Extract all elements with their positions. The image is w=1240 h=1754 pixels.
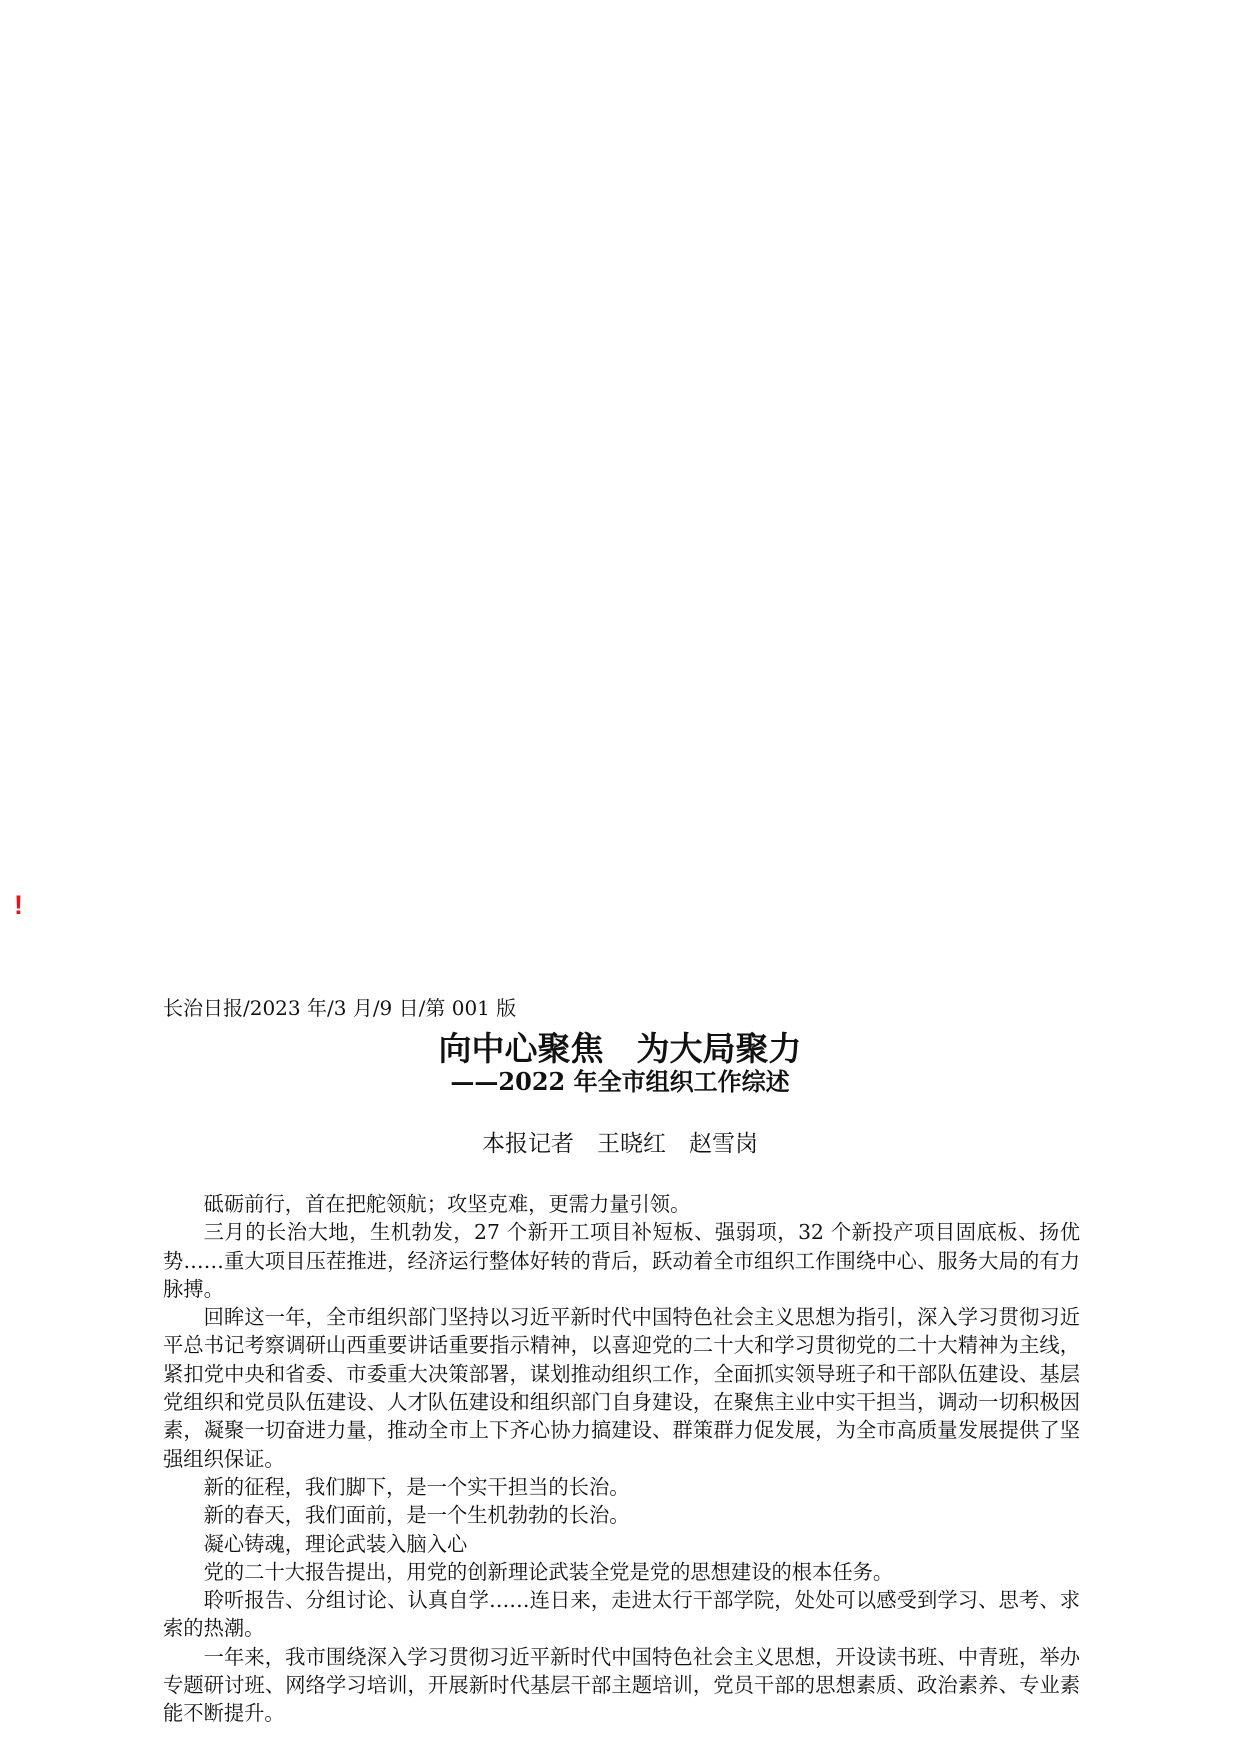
paragraph: 砥砺前行，首在把舵领航；攻坚克难，更需力量引领。 xyxy=(203,1192,691,1216)
source-line: 长治日报/2023 年/3 月/9 日/第 001 版 xyxy=(163,996,517,1020)
paragraph: 党的二十大报告提出，用党的创新理论武装全党是党的思想建设的根本任务。 xyxy=(203,1559,894,1584)
paragraph: 回眸这一年，全市组织部门坚持以习近平新时代中国特色社会主义思想为指引，深入学习贯彻习近平总书记考察调研山西重要讲话重要指示精神，以喜迎党的二十大和学习贯彻党的二十大精神为主线，紧扣党中央和省委、市委重大决策部署，谋划推动组织工作，全面抓实领导班子和干部队伍建设、基层党组织和党员队伍建设、人才队伍建设和组织部门自身建设，在聚焦主业中实干担当，调动一切积极因素，凝聚一切奋进力量，推动全市上下齐心协力搞建设、群策群力促发展，为全市高质量发展提供了坚强组织保证。 xyxy=(163,1305,1080,1471)
paragraph: 三月的长治大地，生机勃发，27 个新开工项目补短板、强弱项，32 个新投产项目固底板、扬优势……重大项目压茬推进，经济运行整体好转的背后，跃动着全市组织工作围绕中心、服务大局的有力脉搏。 xyxy=(163,1220,1080,1301)
article-body xyxy=(163,1190,1080,1728)
warning-mark: ! xyxy=(14,890,23,920)
paragraph: 一年来，我市围绕深入学习贯彻习近平新时代中国特色社会主义思想，开设读书班、中青班，举办专题研讨班、网络学习培训，开展新时代基层干部主题培训，党员干部的思想素质、政治素养、专业素能不断提升。 xyxy=(163,1644,1080,1726)
paragraph: 聆听报告、分组讨论、认真自学……连日来，走进太行干部学院，处处可以感受到学习、思考、求索的热潮。 xyxy=(163,1588,1080,1641)
section-heading: 凝心铸魂，理论武装入脑入心 xyxy=(203,1531,468,1556)
article-subtitle: ——2022 年全市组织工作综述 xyxy=(450,1067,790,1096)
article-title: 向中心聚焦 为大局聚力 xyxy=(438,1029,802,1068)
paragraph: 新的春天，我们面前，是一个生机勃勃的长治。 xyxy=(203,1503,630,1528)
paragraph: 新的征程，我们脚下，是一个实干担当的长治。 xyxy=(203,1474,630,1499)
byline: 本报记者 王晓红 赵雪岗 xyxy=(482,1131,758,1157)
